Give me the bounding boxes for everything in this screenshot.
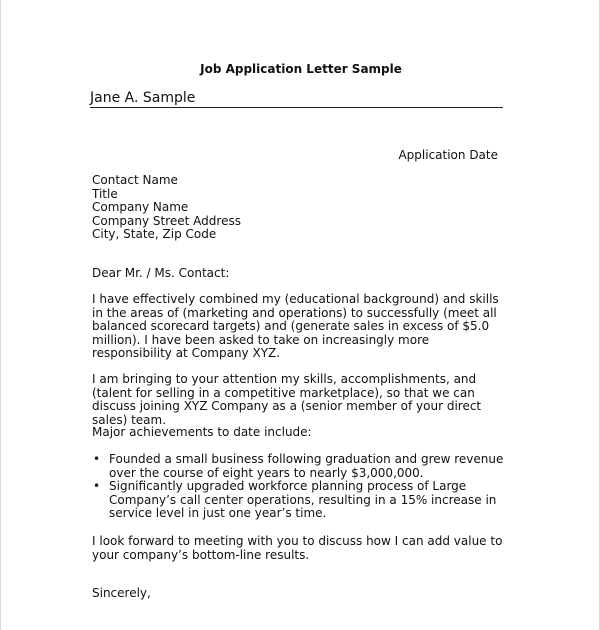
achievement-text: Founded a small business following graduation and grew revenue over the course of eight years to nearly $3,000,000.	[109, 452, 504, 480]
contact-title: Title	[92, 186, 118, 201]
bullet-icon: •	[93, 479, 101, 493]
recipient-address-block	[92, 174, 512, 242]
contact-name: Contact Name	[92, 173, 178, 187]
list-item	[92, 480, 512, 521]
body-paragraph-2: I am bringing to your attention my skills, accomplishments, and (talent for selling in a competitive marketplace), so that we can discuss joining XYZ Company as a (senior member of your direct sales) team.	[92, 372, 482, 427]
achievements-list	[92, 453, 512, 521]
city-state-zip: City, State, Zip Code	[92, 227, 217, 241]
application-date: Application Date	[398, 148, 498, 162]
complimentary-close: Sincerely,	[92, 586, 151, 600]
applicant-name: Jane A. Sample	[90, 90, 503, 108]
document-title: Job Application Letter Sample	[200, 62, 402, 76]
achievement-text: Significantly upgraded workforce planning process of Large Company’s call center operations, resulting in a 15% increase in service level in just one year’s time.	[109, 479, 497, 520]
body-paragraph-closing: I look forward to meeting with you to discuss how I can add value to your company’s bottom-line results.	[92, 534, 503, 562]
list-item	[92, 453, 512, 480]
company-street-address: Company Street Address	[92, 213, 241, 228]
company-name: Company Name	[92, 200, 189, 214]
salutation: Dear Mr. / Ms. Contact:	[92, 266, 230, 280]
achievements-intro: Major achievements to date include:	[92, 425, 312, 439]
bullet-icon: •	[93, 452, 101, 466]
body-paragraph-1: I have effectively combined my (educational background) and skills in the areas of (marketing and operations) to successfully (meet all balanced scorecard targets) and (generate sales in excess of $5.0 million). I have been asked to take on increasingly more responsibility at Company XYZ.	[92, 292, 499, 360]
